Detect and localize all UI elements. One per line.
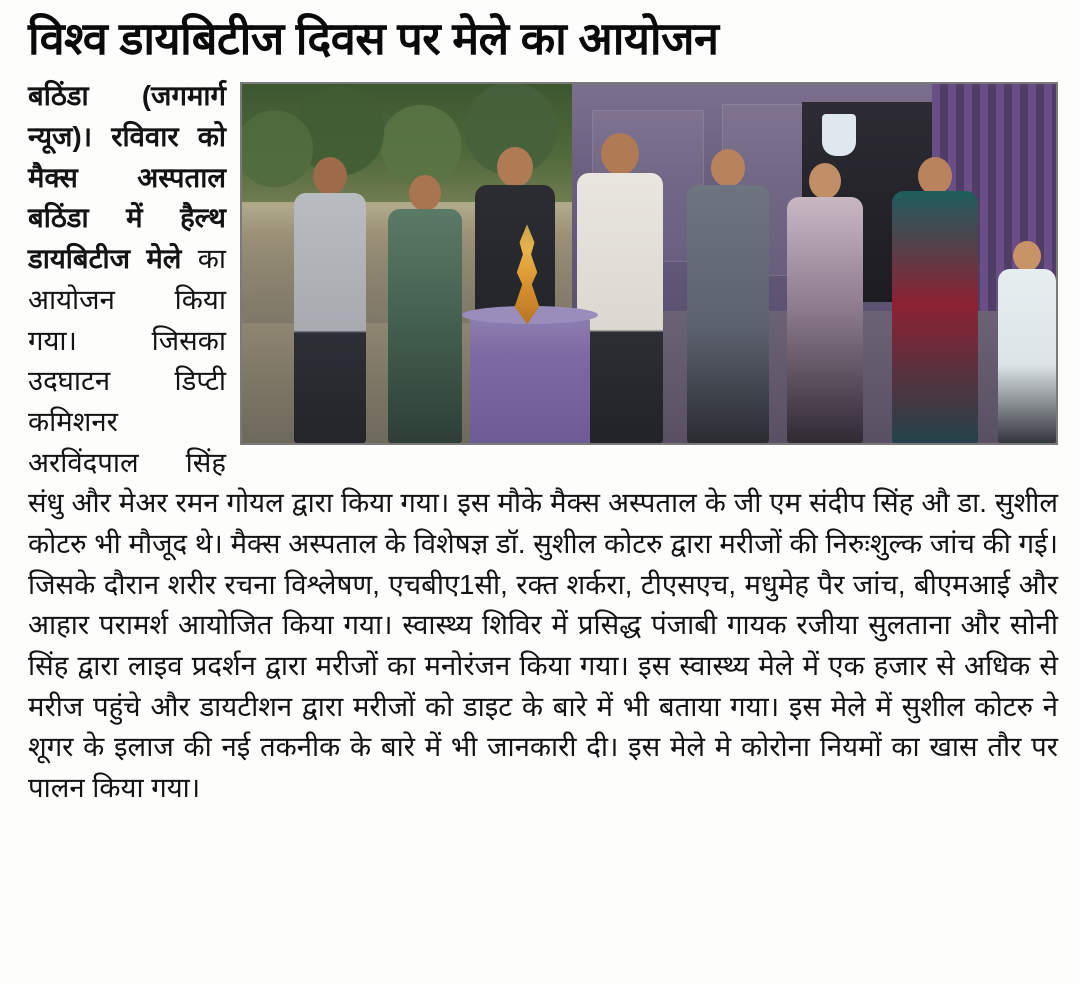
page-title: विश्व डायबिटीज दिवस पर मेले का आयोजन xyxy=(28,13,719,64)
photo-canvas xyxy=(242,84,1056,443)
person-figure xyxy=(382,161,468,443)
hospital-logo-icon xyxy=(822,114,856,156)
article-body xyxy=(28,76,1058,808)
article-paragraph: का आयोजन किया गया। जिसका उदघाटन डिप्टी कमिशनर अरविंदपाल सिंह संधु और मेअर रमन गोयल द्वारा किया गया। इस मौके मैक्स अस्पताल के जी एम संदीप सिंह औ डा. सुशील कोटरु भी मौजूद थे। मैक्स अस्पताल के विशेषज्ञ डॉ. सुशील कोटरु द्वारा मरीजों की निरुःशुल्क जांच की गई। जिसके दौरान शरीर रचना विश्लेषण, एचबीए1सी, रक्त शर्करा, टीएसएच, मधुमेह पैर जांच, बीएमआई और आहार परामर्श आयोजित किया गया। स्वास्थ्य शिविर में प्रसिद्ध पंजाबी गायक रजीया सुलताना और सोनी सिंह द्वारा लाइव प्रदर्शन द्वारा मरीजों का मनोरंजन किया गया। इस स्वास्थ्य मेले में एक हजार से अधिक से मरीज पहुंचे और डायटीशन द्वारा मरीजों को डाइट के बारे में भी बताया गया। इस मेले में सुशील कोटरु ने शूगर के इलाज की नई तकनीक के बारे में भी जानकारी दी। इस मेले मे कोरोना नियमों का खास तौर पर पालन किया गया। xyxy=(28,243,1058,804)
person-figure xyxy=(782,151,868,443)
person-figure xyxy=(887,147,983,443)
ceremony-table xyxy=(470,316,590,444)
article-lede: बठिंडा (जगमार्ग न्यूज)। रविवार को मैक्स अस्पताल बठिंडा में हैल्थ डायबिटीज मेले xyxy=(28,80,226,275)
person-figure xyxy=(994,237,1058,443)
person-figure xyxy=(288,151,372,443)
person-figure xyxy=(682,143,774,443)
event-inauguration-photo xyxy=(240,82,1058,445)
